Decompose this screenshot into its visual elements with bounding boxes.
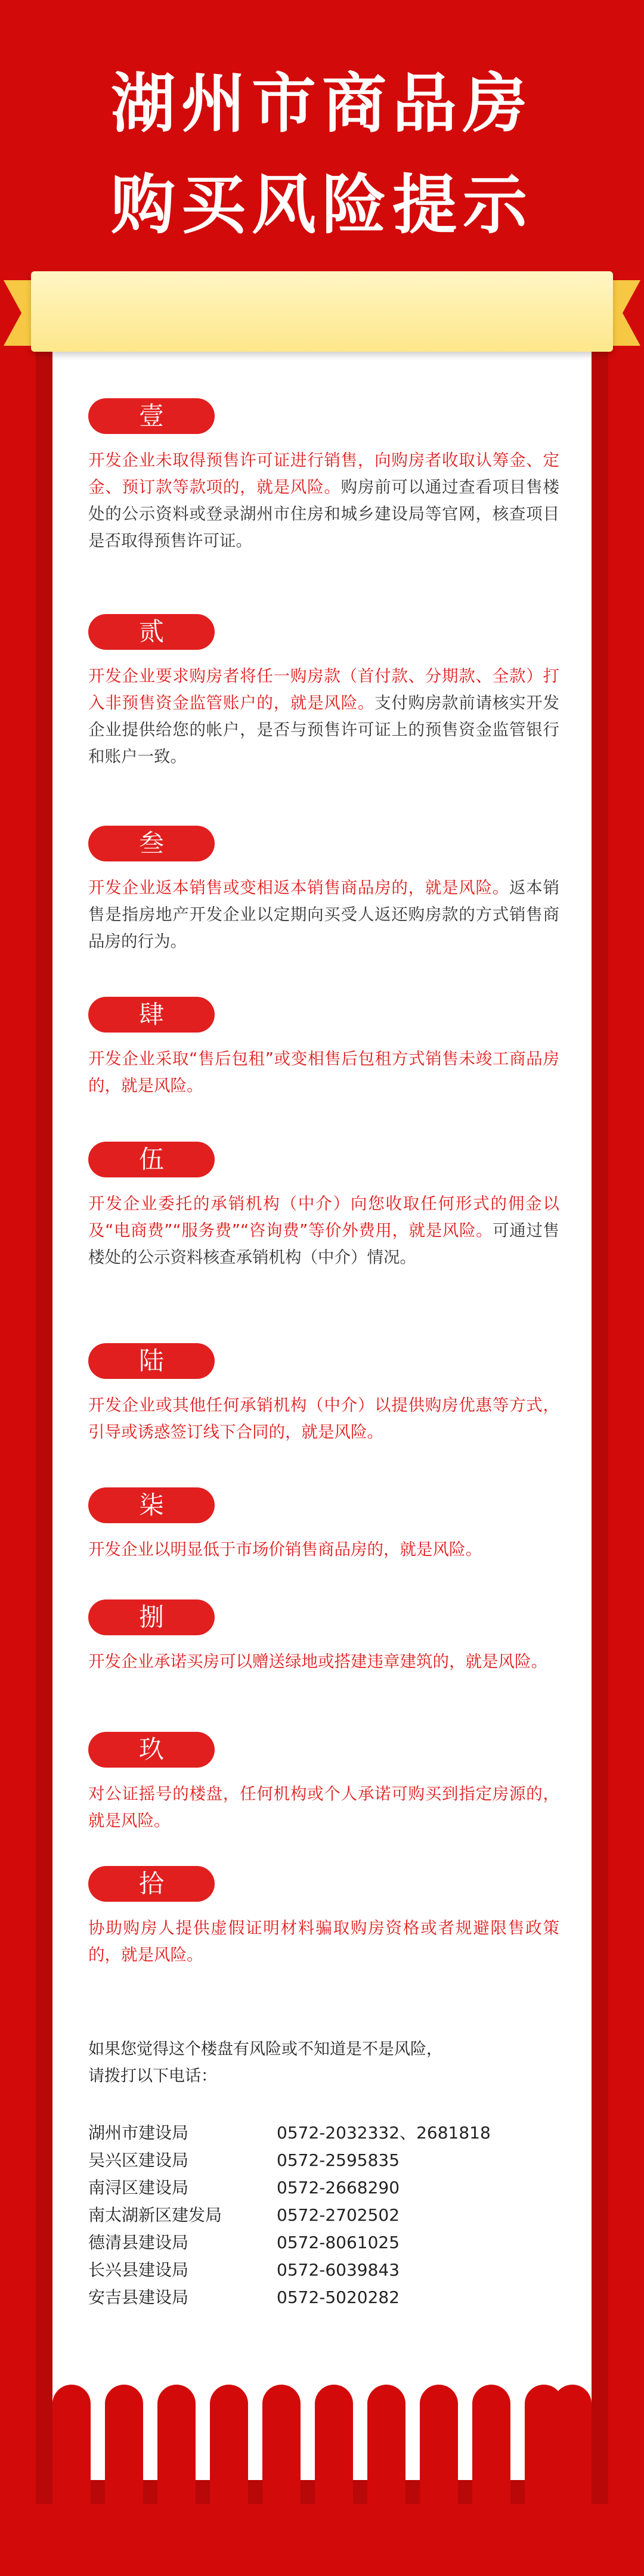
contact-name: 湖州市建设局	[88, 2123, 189, 2143]
scallop	[315, 2385, 353, 2504]
warning-text: 开发企业以明显低于市场价销售商品房的，就是风险。	[88, 1540, 482, 1559]
bottom-band	[0, 2504, 644, 2576]
risk-item-7	[88, 1487, 559, 1563]
scallop	[157, 2385, 196, 2504]
contact-row	[88, 2256, 565, 2284]
scallop	[420, 2385, 458, 2504]
risk-item-8	[88, 1599, 559, 1675]
contact-list	[88, 2119, 565, 2311]
risk-item-3	[88, 826, 559, 955]
section-badge: 捌	[88, 1599, 215, 1635]
section-text	[88, 1536, 559, 1563]
section-text	[88, 875, 559, 955]
contact-name: 安吉县建设局	[88, 2287, 189, 2307]
contact-row	[88, 2229, 565, 2256]
contact-phone[interactable]: 0572-6039843	[277, 2260, 400, 2280]
risk-item-4	[88, 997, 559, 1099]
section-text	[88, 663, 559, 770]
warning-text: 协助购房人提供虚假证明材料骗取购房资格或者规避限售政策的，就是风险。	[88, 1918, 559, 1964]
warning-text: 开发企业委托的承销机构（中介）向您收取任何形式的佣金以及“电商费”“服务费”“咨询费”等价外费用，就是风险。	[88, 1194, 559, 1240]
contact-row	[88, 2174, 565, 2202]
warning-text: 开发企业要求购房者将任一购房款（首付款、分期款、全款）打入非预售资金监管账户的，就是风险。	[88, 667, 559, 712]
scallop	[472, 2385, 510, 2504]
risk-item-6	[88, 1343, 559, 1446]
warning-text: 对公证摇号的楼盘，任何机构或个人承诺可购买到指定房源的，就是风险。	[88, 1784, 559, 1830]
advice-text: 支付购房款前请核实开发企业提供给您的帐户，是否与预售许可证上的预售资金监管银行和账户一致。	[88, 693, 560, 766]
contact-phone[interactable]: 0572-8061025	[277, 2233, 400, 2252]
section-badge: 壹	[88, 398, 215, 434]
section-text	[88, 1046, 559, 1099]
risk-item-5	[88, 1142, 559, 1271]
contact-name: 南太湖新区建发局	[88, 2205, 222, 2225]
section-text	[88, 1648, 559, 1675]
contact-name: 吴兴区建设局	[88, 2150, 189, 2170]
scallop	[553, 2385, 592, 2504]
scallop	[210, 2385, 248, 2504]
contact-row	[88, 2202, 565, 2229]
title-line-2: 购买风险提示	[110, 168, 533, 243]
section-badge: 贰	[88, 614, 215, 650]
title-line-1: 湖州市商品房	[110, 67, 533, 141]
scallop	[262, 2385, 301, 2504]
scallop	[52, 2385, 91, 2504]
contact-row	[88, 2147, 565, 2174]
section-badge: 伍	[88, 1142, 215, 1177]
warning-text: 开发企业返本销售或变相返本销售商品房的，就是风险。	[88, 878, 510, 897]
section-badge: 玖	[88, 1732, 215, 1768]
section-text	[88, 447, 559, 554]
contact-intro	[88, 2036, 565, 2090]
contact-name: 长兴县建设局	[88, 2260, 189, 2280]
scallop	[367, 2385, 405, 2504]
warning-text: 开发企业或其他任何承销机构（中介）以提供购房优惠等方式，引导或诱惑签订线下合同的，就是风险。	[88, 1396, 559, 1442]
risk-item-9	[88, 1732, 559, 1834]
section-badge: 拾	[88, 1866, 215, 1902]
warning-text: 开发企业采取“售后包租”或变相售后包租方式销售未竣工商品房的，就是风险。	[88, 1049, 559, 1095]
section-badge: 陆	[88, 1343, 215, 1379]
page-title	[0, 54, 644, 256]
advice-text: 可通过售楼处的公示资料核查承销机构（中介）情况。	[88, 1221, 559, 1267]
warning-text: 开发企业承诺买房可以赠送绿地或搭建违章建筑的，就是风险。	[88, 1652, 547, 1671]
contact-phone[interactable]: 0572-2595835	[277, 2150, 400, 2170]
warning-text: 开发企业未取得预售许可证进行销售，向购房者收取认筹金、定金、预订款等款项的，就是风险。	[88, 451, 559, 497]
scallop	[105, 2385, 143, 2504]
risk-item-10	[88, 1866, 559, 1969]
contact-intro-line-2: 请拨打以下电话：	[88, 2067, 217, 2085]
contact-phone[interactable]: 0572-5020282	[277, 2287, 400, 2307]
scroll-rod	[31, 271, 613, 352]
contact-row	[88, 2119, 565, 2147]
contact-phone[interactable]: 0572-2702502	[277, 2205, 400, 2225]
section-badge: 肆	[88, 997, 215, 1033]
section-text	[88, 1915, 559, 1969]
contact-row	[88, 2284, 565, 2311]
section-text	[88, 1392, 559, 1446]
section-text	[88, 1781, 559, 1834]
contact-phone[interactable]: 0572-2032332、2681818	[277, 2123, 491, 2143]
advice-text: 购房前可以通过查看项目售楼处的公示资料或登录湖州市住房和城乡建设局等官网，核查项目是否取得预售许可证。	[88, 478, 560, 550]
section-text	[88, 1191, 559, 1271]
section-badge: 叁	[88, 826, 215, 861]
contact-name: 德清县建设局	[88, 2233, 189, 2252]
section-badge: 柒	[88, 1487, 215, 1523]
contact-phone[interactable]: 0572-2668290	[277, 2178, 400, 2197]
scroll-bottom-scallops	[52, 2385, 592, 2504]
risk-item-1	[88, 398, 559, 554]
contact-intro-line-1: 如果您觉得这个楼盘有风险或不知道是不是风险，	[88, 2040, 442, 2059]
advice-text: 返本销售是指房地产开发企业以定期向买受人返还购房款的方式销售商品房的行为。	[88, 878, 560, 951]
risk-item-2	[88, 614, 559, 770]
contact-name: 南浔区建设局	[88, 2178, 189, 2197]
